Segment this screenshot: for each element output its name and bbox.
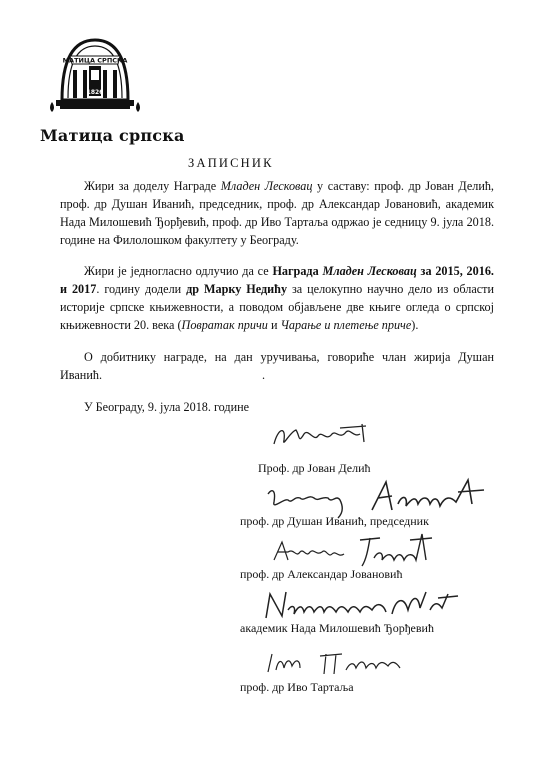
award-name: Младен Лесковац bbox=[322, 264, 417, 278]
award-years: за 2015, 2016. и 2017 bbox=[60, 264, 494, 296]
text: . bbox=[262, 368, 266, 382]
award-label: Награда bbox=[272, 264, 323, 278]
signatory-name: проф. др Александар Јовановић bbox=[240, 567, 403, 581]
text: и bbox=[267, 318, 281, 332]
text: Жири је једногласно одлучио да се bbox=[84, 264, 273, 278]
text: ). bbox=[411, 318, 419, 332]
logo-ribbon-text: МАТИЦА СРПСКА bbox=[62, 56, 128, 65]
signature-milosevic-djordjevic bbox=[262, 586, 462, 626]
document-title: ЗАПИСНИК bbox=[188, 156, 274, 170]
logo-seal-icon bbox=[40, 32, 150, 127]
winner-name: др Марку Недићу bbox=[186, 282, 288, 296]
text: . годину додели bbox=[96, 282, 187, 296]
book-title: Чарање и плетење приче bbox=[280, 318, 412, 332]
signature-delic bbox=[270, 422, 380, 452]
signatory-name: проф. др Иво Тартаља bbox=[240, 680, 354, 694]
place-date: У Београду, 9. јула 2018. године bbox=[84, 400, 250, 414]
logo-year: 1826 bbox=[86, 89, 104, 96]
signatory-name: академик Нада Милошевић Ђорђевић bbox=[240, 621, 434, 635]
text: у саставу: проф. др Јован Делић, проф. др Душан Иванић, председник, проф. др Александар Јовановић, академик Нада Милошевић Ђорђевић, проф. др Иво Тартаља одржао је седницу 9. јула 2018. године на Филолошком факултету у Београду. bbox=[60, 179, 494, 247]
signature-tartalja bbox=[262, 644, 412, 678]
text: Жири за доделу Награде bbox=[84, 179, 221, 193]
paragraph-speaker bbox=[60, 348, 494, 384]
book-title: Повратак причи bbox=[181, 318, 268, 332]
signatory-name: проф. др Душан Иванић, председник bbox=[240, 514, 429, 528]
award-name: Младен Лесковац bbox=[220, 179, 313, 193]
paragraph-jury bbox=[60, 177, 494, 249]
matica-srpska-logo bbox=[40, 32, 185, 145]
text: О добитнику награде, на дан уручивања, говориће члан жирија Душан Иванић. bbox=[60, 350, 494, 382]
text: за целокупно научно дело из области историје српске књижевности, а поводом објављене две књиге огледа о српској књижевности 20. века ( bbox=[60, 282, 494, 332]
org-name: Матица српска bbox=[40, 126, 185, 145]
signatory-name: Проф. др Јован Делић bbox=[258, 461, 371, 475]
signature-jovanovic bbox=[270, 530, 440, 570]
paragraph-decision bbox=[60, 262, 494, 334]
